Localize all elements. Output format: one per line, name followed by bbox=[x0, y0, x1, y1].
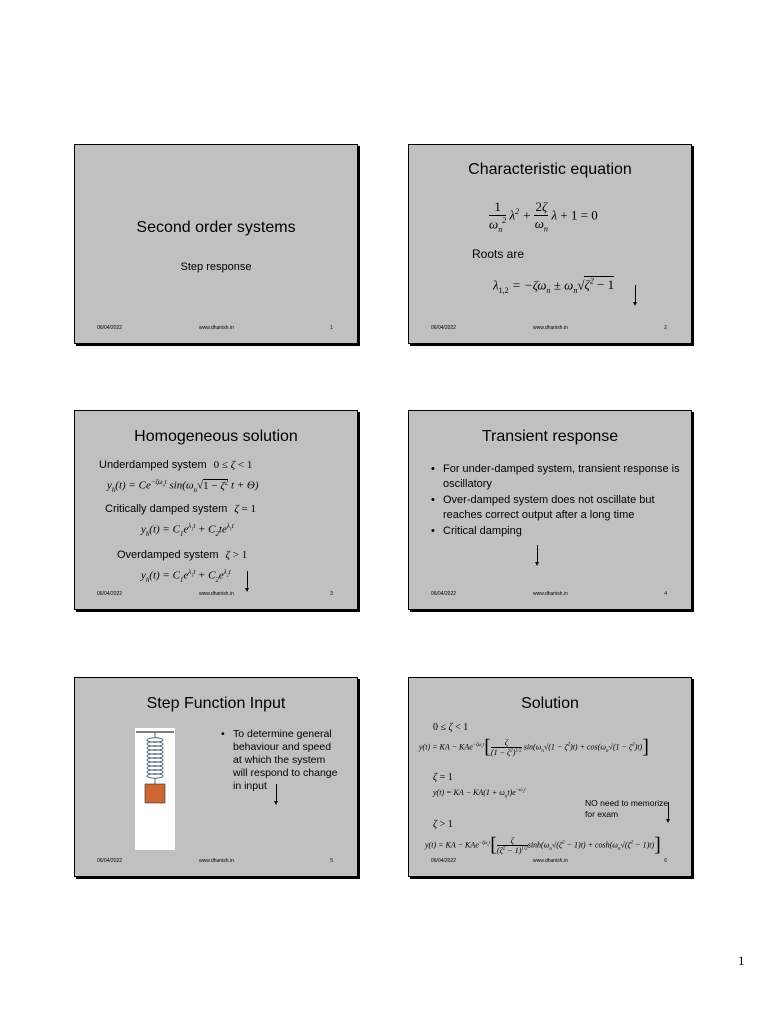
underdamped-equation: $y_h(t) = Ce^{-\zeta\omega_nt}$ $\sin(\omega_n√1 - \zeta^2$ t + Θ) bbox=[107, 479, 259, 494]
roots-label: Roots are bbox=[472, 247, 525, 261]
pointer-cursor bbox=[635, 285, 636, 303]
bullet-list bbox=[431, 462, 681, 540]
slide-5 bbox=[74, 677, 358, 877]
slide-number: 4 bbox=[664, 591, 667, 597]
slide-6 bbox=[408, 677, 692, 877]
slide-footer bbox=[75, 858, 357, 866]
critically-damped-label: Critically damped system ζ = 1 bbox=[105, 503, 256, 515]
footer-site: www.dhanish.in bbox=[199, 858, 234, 864]
slide-1 bbox=[74, 144, 358, 344]
footer-date: 06/04/2022 bbox=[431, 858, 457, 864]
slide-number: 2 bbox=[664, 325, 667, 331]
slide-2 bbox=[408, 144, 692, 344]
slide-title: Step Function Input bbox=[146, 695, 286, 712]
slide-title: Homogeneous solution bbox=[134, 428, 298, 445]
page-number: 1 bbox=[738, 953, 745, 968]
spring-mass-icon bbox=[135, 728, 175, 850]
footer-site: www.dhanish.in bbox=[199, 325, 234, 331]
slide-footer bbox=[75, 325, 357, 333]
overdamped-equation: $y_h(t) = C_1e^{\lambda_1t} + C_2e^{\lambda_2t}$ bbox=[141, 569, 231, 584]
pointer-cursor bbox=[537, 545, 538, 563]
pointer-cursor bbox=[276, 784, 277, 802]
condition-underdamped: 0 ≤ ζ < 1 bbox=[433, 722, 469, 733]
roots-equation: $\lambda_{1,2} = -\zeta\omega_n \pm \omega_n√\zeta^2 - 1$ bbox=[493, 277, 615, 295]
characteristic-equation: $\frac{1}{\omega_n^2}$ $\lambda^2$ + $\frac{2\zeta}{\omega_n}$ λ + 1 = 0 bbox=[489, 199, 598, 234]
slide-title: Characteristic equation bbox=[468, 161, 632, 178]
footer-site: www.dhanish.in bbox=[533, 591, 568, 597]
slide-number: 1 bbox=[330, 325, 333, 331]
condition-critical: ζ = 1 bbox=[433, 772, 453, 783]
critical-solution: y(t) = KA − $KA(1 + \omega_nt)e^{-\omega_nt}$ bbox=[433, 788, 526, 800]
spring-mass-image bbox=[135, 728, 175, 850]
slide-number: 6 bbox=[664, 858, 667, 864]
overdamped-label: Overdamped system ζ > 1 bbox=[117, 549, 248, 561]
list-item: • Over-damped system does not oscillate but reaches correct output after a long time bbox=[431, 493, 681, 523]
list-item: • To determine general behaviour and speed at which the system will respond to change in input bbox=[221, 728, 339, 793]
footer-date: 06/04/2022 bbox=[97, 858, 123, 864]
footer-site: www.dhanish.in bbox=[533, 858, 568, 864]
footer-date: 06/04/2022 bbox=[97, 325, 123, 331]
slide-title: Solution bbox=[521, 695, 579, 712]
critically-damped-equation: $y_h(t) = C_1e^{\lambda_1t} + C_2te^{\lambda_1t}$ bbox=[141, 523, 234, 538]
slide-footer bbox=[409, 325, 691, 333]
bullet-list bbox=[221, 728, 339, 794]
footer-date: 06/04/2022 bbox=[431, 325, 457, 331]
slide-number: 3 bbox=[330, 591, 333, 597]
slide-number: 5 bbox=[330, 858, 333, 864]
exam-note: NO need to memorize for exam bbox=[585, 798, 669, 819]
list-item: • Critical damping bbox=[431, 524, 681, 539]
slide-4 bbox=[408, 410, 692, 610]
overdamped-solution: y(t) = KA − KAe$^{-\zeta\omega_nt}$[ $\frac{\zeta}{(\zeta^2 - 1)^{1/2}}$ $\sinh(\omega_n√(\zeta^2 - 1)t) + \cosh(\omega_n√(\zeta^2 - 1)t)$] bbox=[425, 834, 661, 856]
footer-site: www.dhanish.in bbox=[533, 325, 568, 331]
list-item: • For under-damped system, transient response is oscillatory bbox=[431, 462, 681, 492]
slide-3 bbox=[74, 410, 358, 610]
footer-date: 06/04/2022 bbox=[97, 591, 123, 597]
slide-subtitle: Step response bbox=[180, 261, 252, 273]
condition-overdamped: ζ > 1 bbox=[433, 819, 453, 830]
footer-site: www.dhanish.in bbox=[199, 591, 234, 597]
footer-date: 06/04/2022 bbox=[431, 591, 457, 597]
pointer-cursor bbox=[247, 571, 248, 589]
slide-footer bbox=[409, 591, 691, 599]
pointer-cursor bbox=[668, 802, 669, 820]
underdamped-solution: y(t) = KA − KAe$^{-\zeta\omega_nt}$[ $\frac{\zeta}{(1 - \zeta^2)^{1/2}}$ $\sin(\omega_n√(1 - \zeta^2)t) + \cos(\omega_n√(1 - \zeta^2)t)$] bbox=[419, 736, 649, 758]
slide-footer bbox=[409, 858, 691, 866]
slide-footer bbox=[75, 591, 357, 599]
slide-title: Second order systems bbox=[136, 219, 296, 236]
underdamped-label: Underdamped system 0 ≤ ζ < 1 bbox=[99, 459, 253, 471]
slide-title: Transient response bbox=[481, 428, 619, 445]
